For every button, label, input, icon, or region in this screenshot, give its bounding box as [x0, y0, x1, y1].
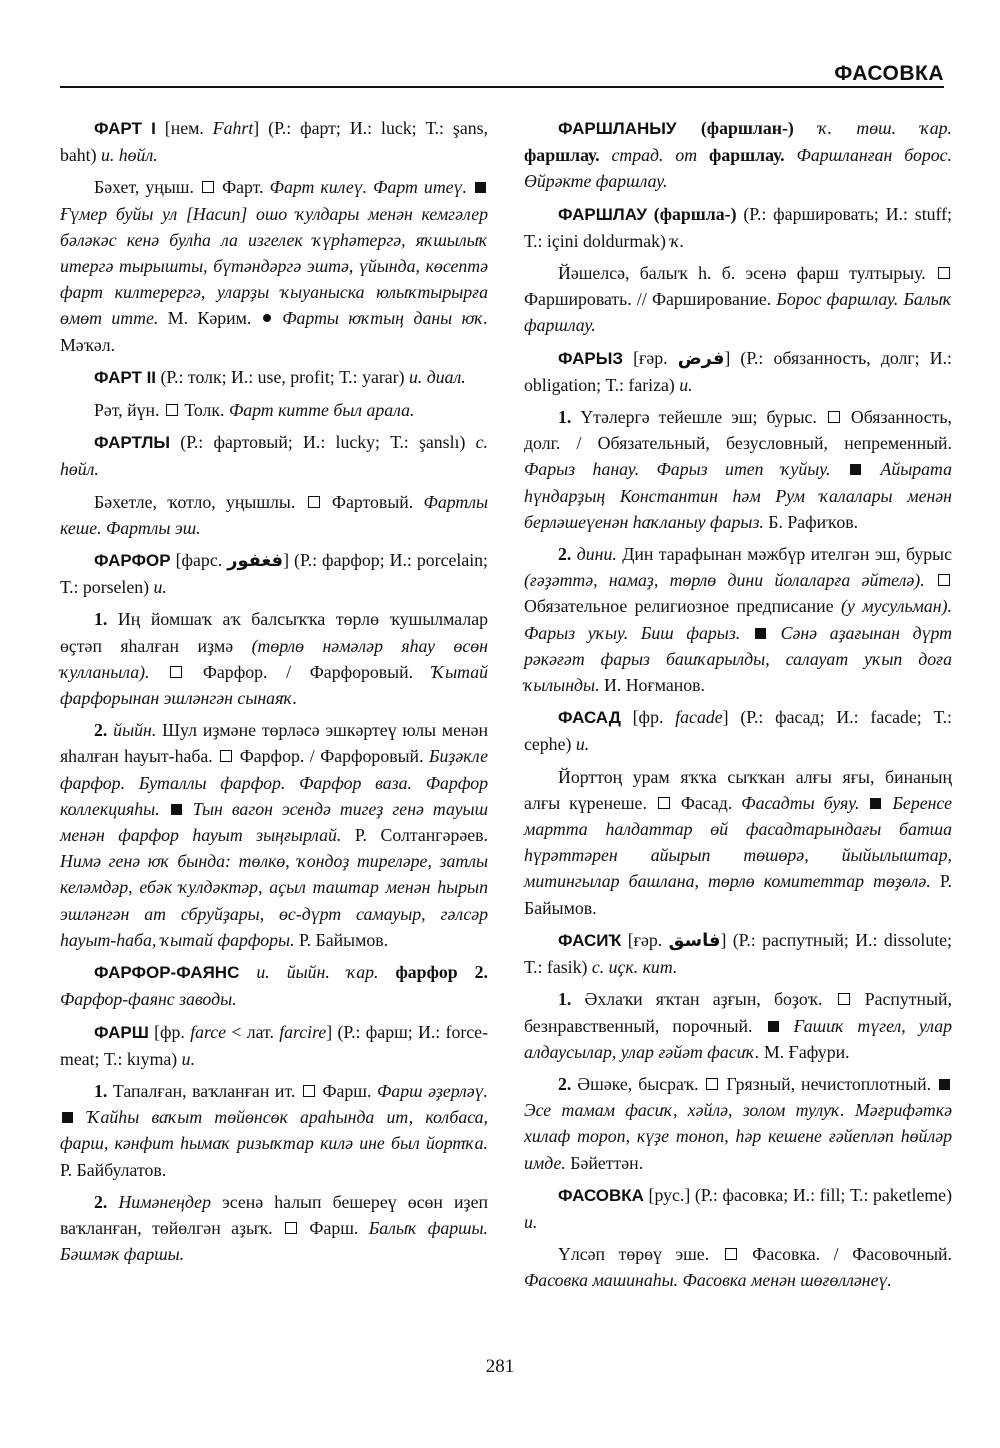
- headword: ФАРШЛАУ: [558, 204, 647, 224]
- russian-equivalent: Фасовка. / Фасовочный.: [738, 1244, 952, 1265]
- sense-2: [60, 717, 488, 953]
- example: Фарыз уҡыу. Биш фарыз.: [524, 622, 741, 643]
- citation: Ғүмер буйы ул [Насип] ошо ҡулдары менән кемгәлер бәләкәс кенә булһа ла изгелек ҡүрһәтергә, яҡшылыҡ итергә тырышты, бүтәндәргә эштә, үйында, көсептә фарт килтерергә, уларҙы ҡыуаныска юлыҡтырырға өмөт итте.: [60, 203, 488, 329]
- etymology: ] (Р.: фарш; И.: force-meat; Т.: kıyma): [60, 1021, 488, 1069]
- example: Фасовка машинаһы. Фасовка менән шөғөлләнеү.: [524, 1270, 892, 1291]
- russian-marker-icon: [706, 1078, 718, 1090]
- russian-equivalent: Фарш.: [316, 1080, 377, 1101]
- translation: Рәт, йүн.: [94, 400, 164, 421]
- example: Балыҡ фаршы. Бәшмәк фаршы.: [60, 1217, 489, 1265]
- citation: Тын вагон эсендә тигеҙ генә тауыш менән фарфор һауыт зыңғырлай.: [60, 798, 488, 846]
- header-rule: [60, 86, 944, 88]
- example: Фасадты буяу.: [741, 792, 860, 813]
- pos-label: и. һөйл.: [100, 145, 158, 166]
- etymology: < лат.: [226, 1021, 280, 1042]
- citation-source: Р. Байымов.: [524, 871, 952, 918]
- russian-marker-icon: [220, 750, 232, 762]
- sense-number: 2.: [558, 1073, 572, 1094]
- citation: Эсе тамам фасиҡ, хәйлә, золом тулуҡ. Мәғрифәткә хилаф тороп, күҙе тоноп, һәр кешене ғәйепләп һөйләр имде.: [524, 1100, 952, 1173]
- example: Фарыз һанау. Фарыз итеп ҡуйыу.: [524, 459, 831, 480]
- proverb: Фарты юҡтың даны юҡ.: [282, 308, 488, 329]
- etymon: farcire: [279, 1021, 327, 1042]
- definition: Әхлаҡи яҡтан аҙғын, боҙоҡ.: [571, 989, 836, 1010]
- pos-label: и.: [575, 734, 590, 755]
- sense-1: [524, 404, 952, 535]
- russian-equivalent: Обязанность, долг. / Обязательный, безусловный, непременный.: [524, 407, 952, 454]
- sense-number: 1.: [558, 989, 572, 1010]
- headword: ФАРФОР: [94, 551, 171, 571]
- translation: Йәшелсә, балыҡ һ. б. эсенә фарш тултырыу.: [558, 263, 936, 284]
- pos-label: ҡ. төш. ҡар.: [793, 118, 952, 138]
- russian-marker-icon: [308, 496, 320, 508]
- russian-equivalent: Фарфор. / Фарфоровый.: [234, 746, 429, 767]
- citation-source: М. Ғафури.: [759, 1041, 850, 1062]
- example: Борос фаршлау. Балыҡ фаршлау.: [524, 289, 952, 336]
- etymology: [фр.: [620, 707, 676, 728]
- stem-form: (фаршлан-): [676, 118, 794, 138]
- page-number: 281: [485, 1356, 515, 1377]
- pos-label: с. һөйл.: [60, 432, 488, 480]
- russian-equivalent: Фарт.: [216, 177, 270, 198]
- sense-number: 2.: [94, 1191, 108, 1212]
- sense: [60, 397, 488, 423]
- citation-source: Р. Байбулатов.: [60, 1159, 167, 1180]
- definition: Әшәке, бысраҡ.: [571, 1073, 705, 1094]
- cross-reference: фаршлау.: [524, 145, 600, 166]
- russian-equivalent: Фасад.: [671, 792, 742, 813]
- pos-label: и. йыйн. ҡар.: [239, 962, 396, 983]
- headword: ФАРФОР-ФАЯНС: [94, 963, 240, 983]
- etymology: [фарс.: [170, 550, 228, 571]
- russian-marker-icon: [170, 666, 182, 678]
- citation-marker-icon: [475, 182, 486, 193]
- entry-farfor: [60, 547, 488, 600]
- etymology: ] (Р.: фасад; И.: facade; Т.: cephe): [524, 707, 952, 755]
- citation-source: Р. Солтангәрәев.: [341, 825, 488, 846]
- citation: Ҡайһы ваҡыт төйөнсөк араһында ит, колбаса, фарш, кәнфит һымаҡ ризыҡтар килә ине был йортҡа.: [60, 1107, 488, 1154]
- citation: Айырата һүндарҙың Константин һәм Рум ҡалалары менән берләшеүенән һаҡланыу фарыз.: [524, 459, 953, 532]
- etymon: farce: [190, 1021, 227, 1042]
- etymology: [рус.] (Р.: фасовка; И.: fill; Т.: paketleme): [643, 1184, 952, 1205]
- headword: ФАРТ I: [94, 119, 156, 138]
- sense: [60, 489, 488, 541]
- headword: ФАСИҠ: [558, 930, 622, 950]
- entry-farsh: [60, 1019, 488, 1072]
- etymology: ] (Р.: обязанность, долг; И.: obligation; Т.: fariza): [524, 347, 952, 395]
- pos-label: и. диал.: [408, 366, 466, 387]
- example: Фарт килеү. Фарт итеү.: [269, 177, 467, 198]
- arabic-script: فاسق: [668, 929, 721, 951]
- russian-marker-icon: [828, 411, 840, 423]
- russian-equivalent: Грязный, нечистоплотный.: [720, 1073, 937, 1094]
- etymology: ] (Р.: фарфор; И.: porcelain; Т.: porselen): [60, 550, 488, 598]
- definition: Үтәлергә тейешле эш; бурыс.: [571, 407, 826, 428]
- arabic-script: فرض: [677, 347, 725, 369]
- russian-equivalent: Фарфор. / Фарфоровый.: [184, 661, 432, 682]
- sense-2: [524, 541, 952, 698]
- citation-source: Р. Байымов.: [294, 929, 389, 950]
- citation-marker-icon: [62, 1112, 73, 1123]
- cross-reference: фарфор 2.: [395, 962, 489, 983]
- citation-marker-icon: [870, 798, 881, 809]
- sense: [524, 260, 952, 339]
- russian-marker-icon: [303, 1085, 315, 1097]
- russian-equivalent: Фарш.: [299, 1217, 369, 1238]
- entry-fasovka: [524, 1182, 952, 1235]
- entry-fart-2: [60, 364, 488, 391]
- sense-number: 1.: [94, 1080, 108, 1101]
- right-column: [524, 115, 952, 1300]
- headword: ФАРТЛЫ: [94, 433, 171, 453]
- citation-marker-icon: [171, 804, 182, 815]
- pos-label: и.: [679, 374, 693, 395]
- citation-marker-icon: [850, 464, 861, 475]
- example: Фарш әҙерләү.: [377, 1080, 488, 1101]
- example: Фаршланған борос. Өйрәкте фаршлау.: [524, 145, 952, 192]
- etymology: [фр.: [148, 1021, 191, 1042]
- sense-number: 2.: [94, 720, 108, 741]
- definition: эсенә һалып бешереү өсөн иҙеп ваҡланған, төйөлгән аҙыҡ.: [60, 1191, 488, 1238]
- headword: ФАРШЛАНЫУ: [558, 119, 677, 138]
- citation-source: Бәйеттән.: [565, 1152, 644, 1173]
- pos-label: и.: [524, 1211, 538, 1232]
- sense-1: [524, 986, 952, 1065]
- note: (ғәҙәттә, намаҙ, төрлө дини йолаларға әйтелә).: [524, 570, 925, 591]
- etymology: [ғәр.: [621, 929, 669, 950]
- etymon: Fahrt: [212, 118, 254, 138]
- russian-equivalent: Фартовый.: [321, 491, 424, 512]
- example: Фарт китте был арала.: [228, 400, 415, 421]
- etymology: [ғәр.: [623, 347, 678, 368]
- entry-farfor-fayans: [60, 959, 488, 1012]
- headword: ФАСАД: [558, 708, 621, 728]
- sense-1: [60, 1078, 488, 1183]
- entry-fasik: [524, 927, 952, 980]
- sense-2: [60, 1189, 488, 1268]
- sense-number: 1.: [558, 407, 572, 428]
- stem-form: (фаршла-): [646, 203, 737, 224]
- definition: Тапалған, ваҡланған ит.: [107, 1080, 301, 1101]
- russian-equivalent: Фаршировать. // Фарширование.: [524, 289, 777, 310]
- headword: ФАРЫЗ: [558, 348, 623, 368]
- citation-marker-icon: [768, 1021, 779, 1032]
- left-column: [60, 115, 488, 1273]
- usage-mark: дини.: [571, 544, 617, 565]
- pos-label: ҡ.: [670, 230, 685, 251]
- etymology: (Р.: фартовый; И.: lucky; Т.: şanslı): [170, 432, 476, 453]
- translation: Үлсәп төрөү эше.: [558, 1244, 723, 1265]
- russian-equivalent: Обязательное религиозное предписание: [524, 596, 842, 617]
- citation: Нимә генә юҡ бында: төлкө, ҡондоҙ тиреләре, затлы келәмдәр, ебәк ҡулдәктәр, аҫыл таштар менән һырып эшләнгән ат сбруйҙары, өс-дүрт самауыр, гәлсәр һауыт-һаба, ҡытай фарфоры.: [60, 851, 488, 950]
- russian-equivalent: Толк.: [179, 400, 229, 421]
- definition-italic: Нимәнеңдер: [107, 1191, 211, 1212]
- russian-marker-icon: [202, 181, 214, 193]
- proverb-marker-icon: [263, 314, 271, 322]
- definition: Иң йомшаҡ аҡ балсыҡҡа төрлө ҡушылмалар өҫтәп яһалған иҙмә: [60, 609, 488, 656]
- citation: Беренсе мартта һалдаттар өй фасадтарындағы батша һүрәттәрен айырып төшөрә, йыйылыштар, митингылар башлана, төрлө комитеттар төҙөлә.: [524, 792, 952, 892]
- entry-farshlau: [524, 201, 952, 254]
- running-head: ФАСОВКА: [834, 62, 944, 85]
- translation: Йорттоң урам яҡҡа сыҡҡан алғы яғы, бинаның алғы күренеше.: [524, 766, 952, 813]
- definition: Дин тарафынан мәжбүр ителгән эш, бурыс: [616, 544, 952, 565]
- example: Фарфор-фаянс заводы.: [60, 989, 237, 1010]
- citation: Ғашиҡ түгел, улар алдаусылар, улар ғәйәт фасиҡ.: [524, 1015, 952, 1062]
- russian-marker-icon: [725, 1248, 737, 1260]
- etymology: (Р.: фаршировать; И.: stuff; Т.: içini doldurmak): [524, 203, 952, 251]
- citation: Сәнә аҙағынан дүрт рәкәғәт фарыз башҡарылды, салауат уҡып доға ҡылынды.: [524, 622, 952, 696]
- cross-reference: фаршлау.: [709, 145, 785, 166]
- etymology: (Р.: толк; И.: use, profit; Т.: yarar): [156, 366, 409, 387]
- headword: ФАСОВКА: [558, 1185, 644, 1205]
- arabic-script: فغفور: [227, 550, 284, 572]
- citation-source: Б. Рафиҡов.: [763, 511, 859, 532]
- pos-label: страд. от: [599, 145, 710, 166]
- russian-marker-icon: [938, 267, 950, 279]
- entry-fart-1: [60, 115, 488, 168]
- sense-2: [524, 1071, 952, 1176]
- citation-marker-icon: [755, 628, 766, 639]
- entry-farshlanyu: [524, 115, 952, 195]
- pos-label: и.: [181, 1048, 196, 1069]
- example: Биҙәкле фарфор. Буталлы фарфор. Фарфор ваза. Фарфор коллекцияһы.: [60, 746, 488, 819]
- translation: Бәхетле, ҡотло, уңышлы.: [94, 491, 306, 512]
- russian-marker-icon: [285, 1222, 297, 1234]
- sense-number: 1.: [94, 609, 108, 630]
- headword: ФАРТ II: [94, 367, 157, 387]
- pos-label: с. иҫк. кит.: [591, 957, 678, 978]
- example: Ҡытай фарфорынан эшләнгән сынаяҡ.: [60, 661, 488, 709]
- translation: Бәхет, уңыш.: [94, 177, 200, 198]
- sense-number: 2.: [558, 544, 572, 565]
- entry-fartly: [60, 429, 488, 482]
- russian-marker-icon: [838, 993, 850, 1005]
- entry-faryz: [524, 345, 952, 398]
- example: Фартлы кеше. Фартлы эш.: [60, 491, 489, 538]
- note: (у мусульман).: [841, 596, 952, 617]
- sense: [60, 174, 488, 357]
- russian-marker-icon: [166, 404, 178, 416]
- sense-1: [60, 606, 488, 711]
- headword: ФАРШ: [94, 1022, 149, 1042]
- pos-label: и.: [153, 577, 167, 598]
- etymon: facade: [675, 707, 723, 728]
- etymology: ] (Р.: распутный; И.: dissolute; Т.: fasik): [524, 929, 952, 978]
- citation-source: М. Кәрим.: [158, 308, 261, 329]
- citation-marker-icon: [939, 1079, 950, 1090]
- page-header: [60, 56, 944, 88]
- definition: Шул иҙмәне төрләсә эшкәртеү юлы менән яһалған һауыт-һаба.: [60, 720, 488, 767]
- citation-source: И. Ноғманов.: [599, 675, 706, 696]
- etymology: [нем.: [155, 118, 213, 138]
- proverb-source: Мәҡәл.: [60, 334, 116, 355]
- entry-fasad: [524, 704, 952, 757]
- note: (төрлө нәмәләр яһау өсөн ҡулланыла).: [60, 635, 488, 682]
- russian-marker-icon: [938, 574, 950, 586]
- russian-equivalent: Распутный, безнравственный, порочный.: [524, 989, 952, 1036]
- etymology: ] (Р.: фарт; И.: luck; Т.: şans, baht): [60, 118, 488, 166]
- russian-marker-icon: [658, 797, 670, 809]
- sense: [524, 1241, 952, 1293]
- usage-mark: йыйн.: [107, 720, 157, 741]
- sense: [524, 764, 952, 921]
